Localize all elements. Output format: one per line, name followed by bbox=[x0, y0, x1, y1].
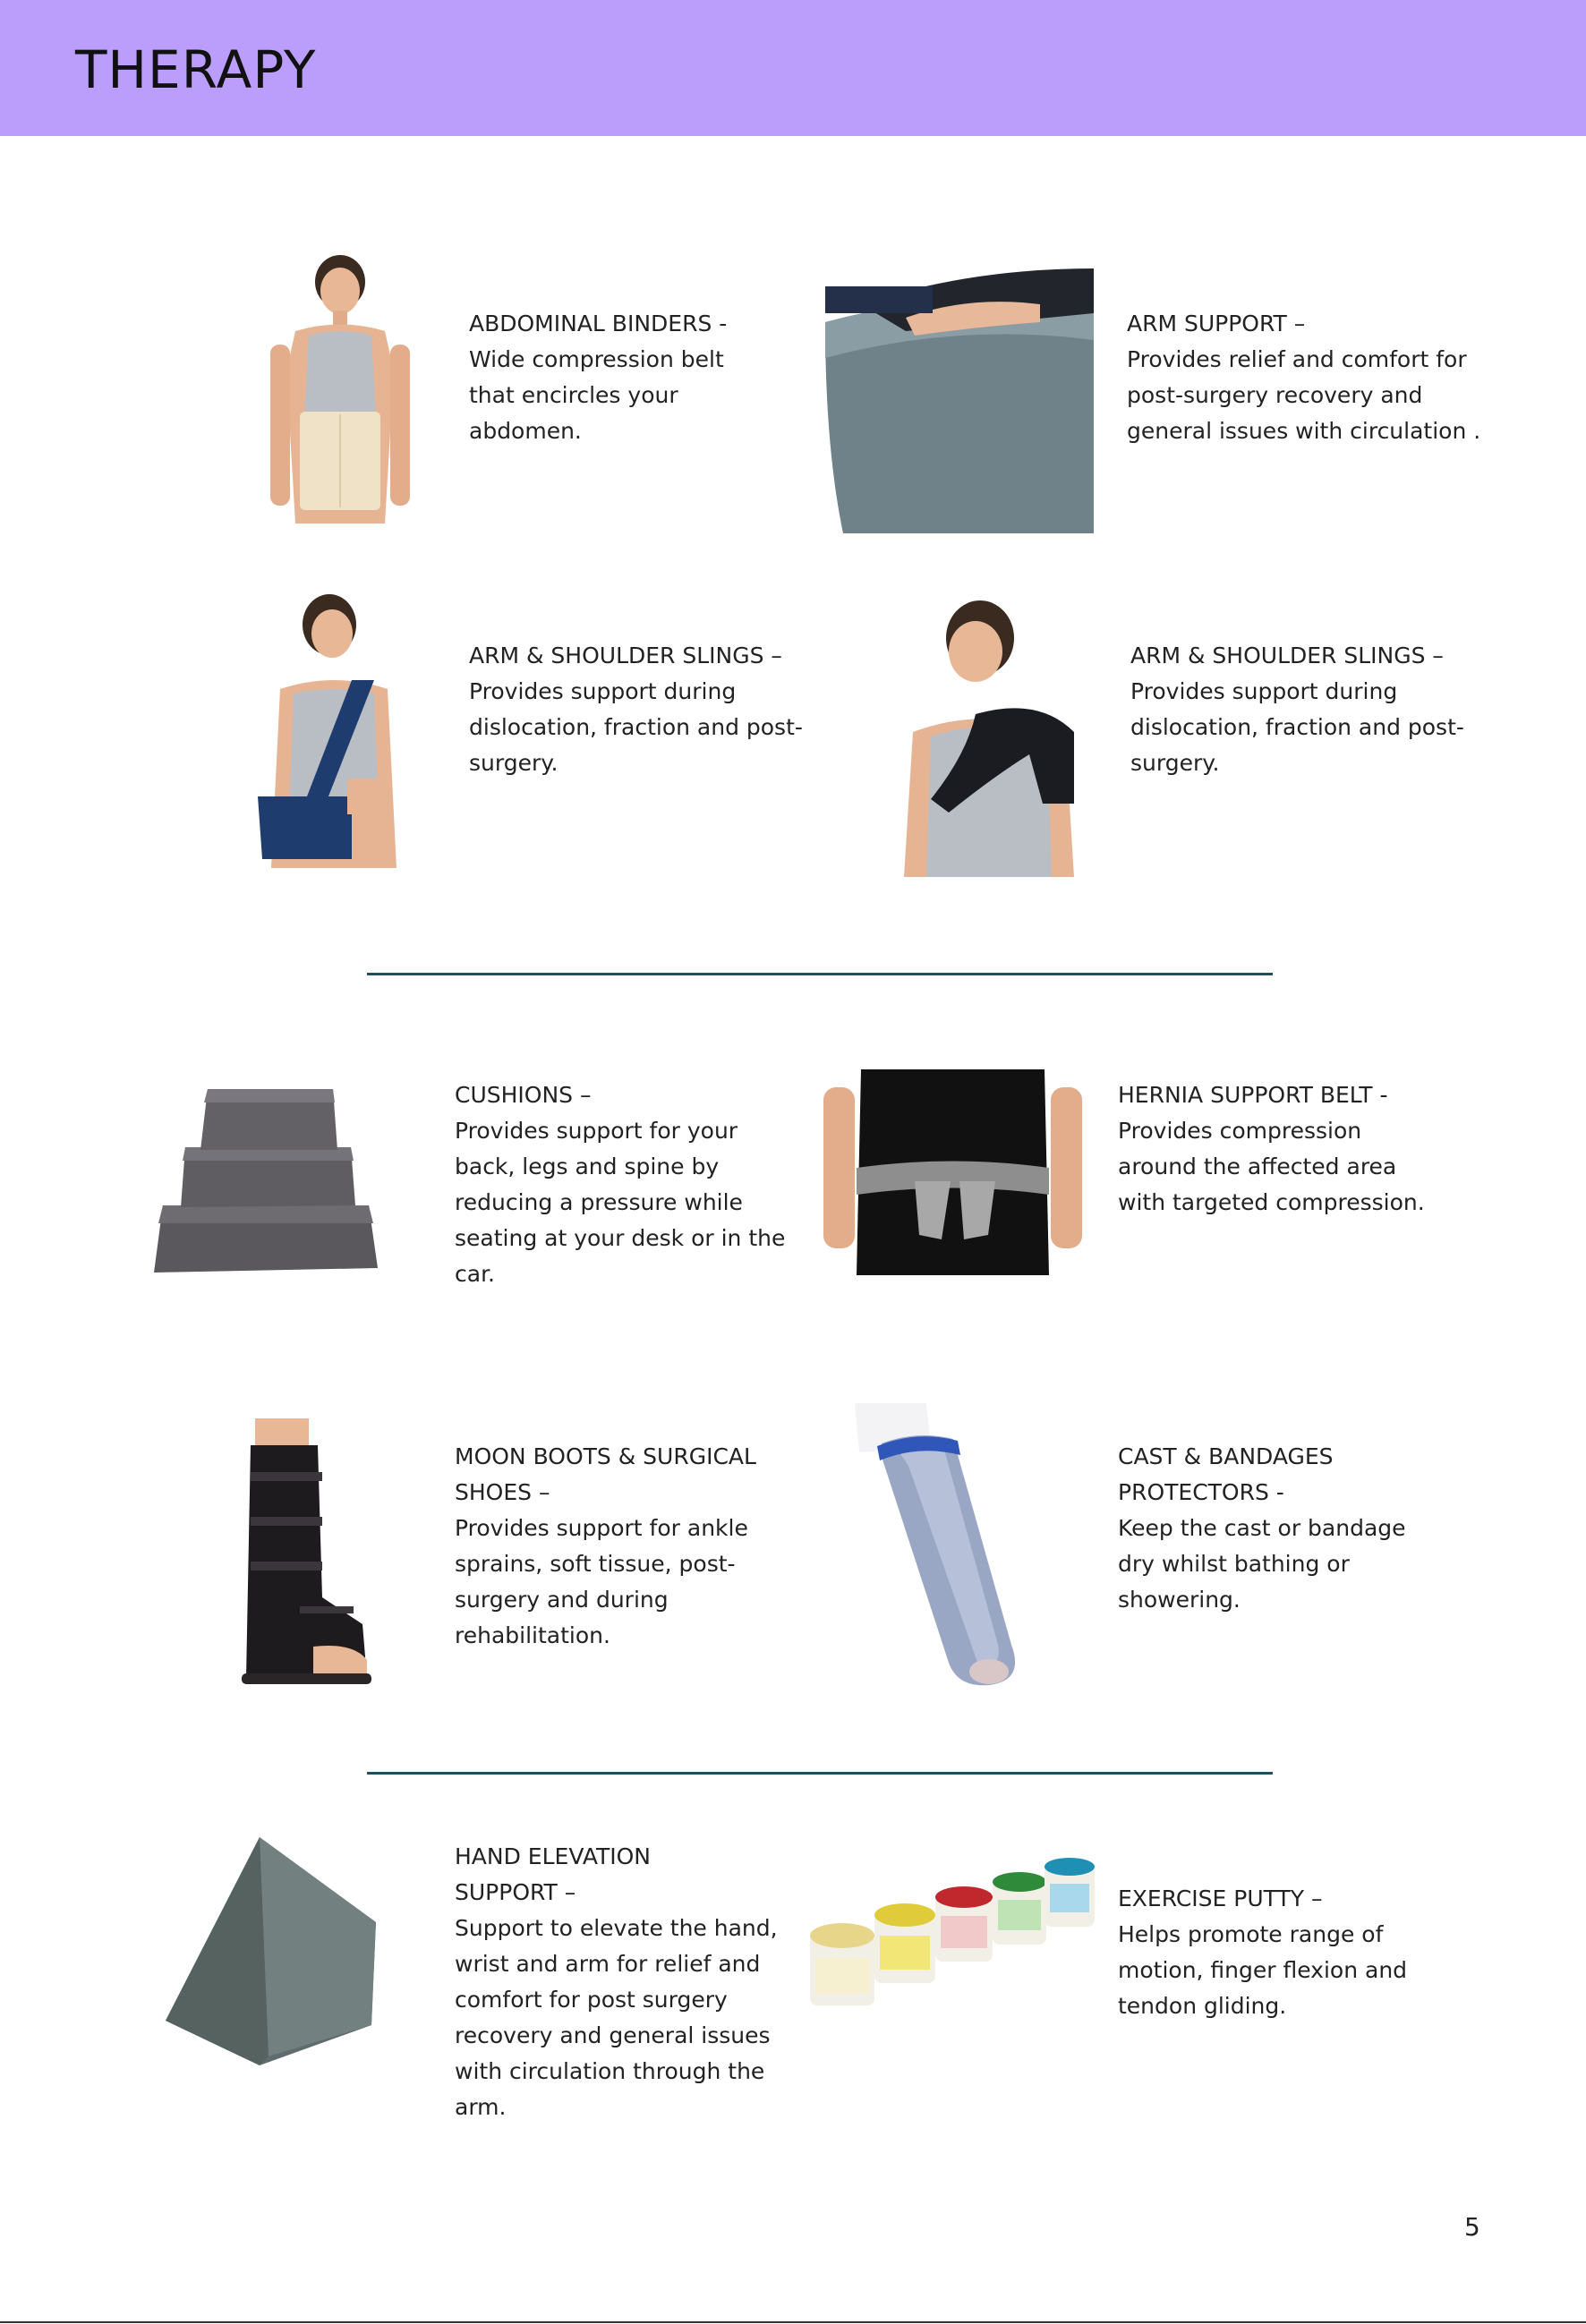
item-cast-bandage-protectors bbox=[1118, 1439, 1406, 1618]
item-heading: ARM SUPPORT – bbox=[1127, 311, 1306, 336]
item-exercise-putty bbox=[1118, 1881, 1407, 2024]
bottom-rule bbox=[0, 2321, 1586, 2323]
page-number: 5 bbox=[1464, 2212, 1480, 2242]
item-description-line: Helps promote range of bbox=[1118, 1921, 1384, 1947]
item-description-line: general issues with circulation . bbox=[1127, 418, 1481, 444]
item-description-line: dislocation, fraction and post- bbox=[1130, 714, 1464, 740]
abdominal-binder-image bbox=[260, 255, 421, 528]
item-heading: SHOES – bbox=[455, 1479, 550, 1505]
exercise-putty-image bbox=[810, 1864, 1096, 2016]
item-description-line: surgery. bbox=[469, 750, 559, 776]
item-description-line: motion, finger flexion and bbox=[1118, 1957, 1408, 1983]
item-heading: MOON BOOTS & SURGICAL bbox=[455, 1443, 756, 1469]
moon-boot-image bbox=[228, 1418, 371, 1687]
item-description-line: seating at your desk or in the bbox=[455, 1225, 786, 1251]
item-description-line: surgery. bbox=[1130, 750, 1220, 776]
item-heading: CUSHIONS – bbox=[455, 1082, 592, 1108]
item-cushions bbox=[455, 1077, 785, 1292]
item-description-line: surgery and during bbox=[455, 1587, 669, 1613]
item-description-line: sprains, soft tissue, post- bbox=[455, 1551, 736, 1577]
item-description-line: Provides support for ankle bbox=[455, 1515, 748, 1541]
item-description-line: with targeted compression. bbox=[1118, 1189, 1425, 1215]
arm-sling-image bbox=[253, 591, 414, 870]
item-description-line: Keep the cast or bandage bbox=[1118, 1515, 1406, 1541]
item-description-line: car. bbox=[455, 1261, 495, 1287]
item-arm-shoulder-slings bbox=[469, 638, 803, 781]
item-heading: HAND ELEVATION bbox=[455, 1843, 652, 1869]
item-arm-support bbox=[1127, 306, 1480, 449]
item-heading: HERNIA SUPPORT BELT - bbox=[1118, 1082, 1388, 1108]
item-description-line: recovery and general issues bbox=[455, 2022, 771, 2048]
item-heading: EXERCISE PUTTY – bbox=[1118, 1886, 1323, 1911]
section-divider bbox=[367, 973, 1273, 975]
item-heading: SUPPORT – bbox=[455, 1879, 576, 1905]
item-description-line: reducing a pressure while bbox=[455, 1189, 743, 1215]
item-moon-boots bbox=[455, 1439, 756, 1654]
item-description-line: Provides support during bbox=[469, 678, 737, 704]
item-description-line: showering. bbox=[1118, 1587, 1241, 1613]
item-description-line: Provides support during bbox=[1130, 678, 1398, 704]
item-description-line: wrist and arm for relief and bbox=[455, 1951, 761, 1977]
item-arm-shoulder-slings-2 bbox=[1130, 638, 1464, 781]
item-description-line: around the affected area bbox=[1118, 1153, 1397, 1179]
item-abdominal-binders bbox=[469, 306, 727, 449]
arm-support-pillow-image bbox=[825, 268, 1094, 533]
hand-elevation-wedge-image bbox=[161, 1833, 385, 2070]
page-title: THERAPY bbox=[75, 39, 317, 100]
item-description-line: tendon gliding. bbox=[1118, 1993, 1287, 2019]
item-description-line: arm. bbox=[455, 2094, 507, 2120]
shoulder-brace-image bbox=[895, 598, 1083, 877]
item-heading: PROTECTORS - bbox=[1118, 1479, 1284, 1505]
item-description-line: comfort for post surgery bbox=[455, 1987, 728, 2013]
item-hand-elevation-support bbox=[455, 1839, 778, 2125]
item-heading: ABDOMINAL BINDERS - bbox=[469, 311, 728, 336]
cast-protector-image bbox=[855, 1403, 1052, 1690]
section-divider bbox=[367, 1772, 1273, 1775]
item-description-line: Wide compression belt bbox=[469, 346, 724, 372]
item-heading: CAST & BANDAGES bbox=[1118, 1443, 1334, 1469]
item-description-line: Provides compression bbox=[1118, 1118, 1362, 1144]
item-description-line: post-surgery recovery and bbox=[1127, 382, 1423, 408]
item-description-line: Provides relief and comfort for bbox=[1127, 346, 1467, 372]
cushions-image bbox=[145, 1071, 387, 1299]
item-description-line: Support to elevate the hand, bbox=[455, 1915, 778, 1941]
item-description-line: dislocation, fraction and post- bbox=[469, 714, 803, 740]
item-description-line: with circulation through the bbox=[455, 2058, 765, 2084]
item-description-line: dry whilst bathing or bbox=[1118, 1551, 1350, 1577]
item-heading: ARM & SHOULDER SLINGS – bbox=[469, 643, 782, 668]
item-description-line: rehabilitation. bbox=[455, 1622, 610, 1648]
item-description-line: abdomen. bbox=[469, 418, 582, 444]
item-description-line: that encircles your bbox=[469, 382, 678, 408]
item-hernia-support-belt bbox=[1118, 1077, 1425, 1221]
page-header bbox=[0, 0, 1586, 136]
item-description-line: Provides support for your bbox=[455, 1118, 738, 1144]
item-heading: ARM & SHOULDER SLINGS – bbox=[1130, 643, 1444, 668]
hernia-belt-image bbox=[816, 1069, 1089, 1275]
item-description-line: back, legs and spine by bbox=[455, 1153, 720, 1179]
